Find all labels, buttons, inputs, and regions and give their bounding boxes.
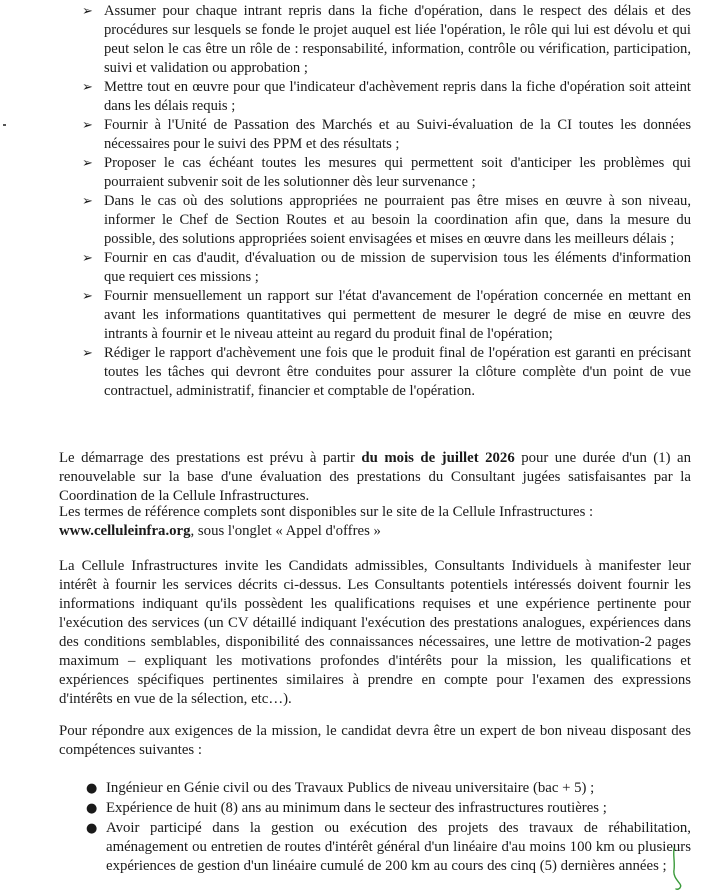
task-item — [78, 249, 691, 287]
task-item — [78, 116, 691, 154]
competence-text: Ingénieur en Génie civil ou des Travaux Publics de niveau universitaire (bac + 5) ; — [106, 780, 595, 796]
arrow-bullet-icon: ➢ — [82, 4, 93, 19]
arrow-bullet-icon: ➢ — [82, 118, 93, 133]
tasks-list — [78, 2, 691, 401]
task-item — [78, 154, 691, 192]
round-bullet-icon: ● — [86, 781, 98, 796]
arrow-bullet-icon: ➢ — [82, 80, 93, 95]
terms-after: , sous l'onglet « Appel d'offres » — [190, 523, 381, 539]
competence-item — [84, 799, 691, 818]
margin-tick-icon — [3, 124, 6, 126]
task-text: Assumer pour chaque intrant repris dans la fiche d'opération, dans le respect des délais et des procédures sur lesquels se fonde le projet auquel est liée l'opération, le rôle qui lui est dévolu et qui peut selon le cas être un rôle de : responsabilité, information, contrôle ou vérification, participation, suivi et validation ou approbation ; — [104, 3, 691, 76]
arrow-bullet-icon: ➢ — [82, 346, 93, 361]
round-bullet-icon: ● — [86, 821, 98, 836]
task-text: Fournir à l'Unité de Passation des Marchés et au Suivi-évaluation de la CI toutes les données nécessaires pour le suivi des PPM et des résultats ; — [104, 117, 691, 152]
task-text: Fournir en cas d'audit, d'évaluation ou de mission de supervision tous les éléments d'information que requiert ces missions ; — [104, 250, 691, 285]
task-item — [78, 2, 691, 78]
task-item — [78, 192, 691, 249]
competence-item — [84, 779, 691, 798]
handwritten-tick-icon — [668, 846, 686, 892]
competence-text: Avoir participé dans la gestion ou exécution des projets des travaux de réhabilitation, aménagement ou entretien de routes d'intérêt général d'un linéaire d'au moins 100 km ou plusieurs expériences de gestion d'un linéaire cumulé de 200 km au cours des cinq (5) dernières années ; — [106, 820, 691, 874]
task-item — [78, 287, 691, 344]
competence-text: Expérience de huit (8) ans au minimum dans le secteur des infrastructures routières ; — [106, 800, 607, 816]
arrow-bullet-icon: ➢ — [82, 289, 93, 304]
task-text: Dans le cas où des solutions appropriées ne pourraient pas être mises en œuvre à son niveau, informer le Chef de Section Routes et au besoin la coordination afin que, dans la mesure du possible, des solutions appropriées soient envisagées et mises en œuvre dans les meilleurs délais ; — [104, 193, 691, 247]
terms-text: Les termes de référence complets sont disponibles sur le site de la Cellule Infrastructures : — [59, 504, 594, 520]
requirements-intro: Pour répondre aux exigences de la mission, le candidat devra être un expert de bon niveau disposant des compétences suivantes : — [59, 723, 691, 758]
task-text: Fournir mensuellement un rapport sur l'état d'avancement de l'opération concernée en mettant en avant les informations quantitatives qui permettent de mesurer le degré de mise en œuvre des intrants à fournir et le niveau atteint au regard du produit final de l'opération; — [104, 288, 691, 342]
task-text: Mettre tout en œuvre pour que l'indicateur d'achèvement repris dans la fiche d'opération soit atteint dans les délais requis ; — [104, 79, 691, 114]
competences-list — [84, 779, 691, 876]
round-bullet-icon: ● — [86, 801, 98, 816]
task-text: Rédiger le rapport d'achèvement une fois que le produit final de l'opération est garanti en précisant toutes les tâches qui devront être conduites pour assurer la clôture complète d'un point de vue contractuel, administratif, financier et comptable de l'opération. — [104, 345, 691, 399]
competence-item — [84, 819, 691, 876]
website-link[interactable]: www.celluleinfra.org — [59, 523, 191, 539]
arrow-bullet-icon: ➢ — [82, 156, 93, 171]
arrow-bullet-icon: ➢ — [82, 251, 93, 266]
start-paragraph — [59, 449, 691, 506]
terms-paragraph — [59, 503, 691, 541]
start-text-after: pour une durée d'un (1) an renouvelable sur la base d'une évaluation des prestations du Consultant jugées satisfaisantes par la Coordination de la Cellule Infrastructures. — [59, 450, 692, 504]
task-text: Proposer le cas échéant toutes les mesures qui permettent soit d'anticiper les problèmes qui pourraient subvenir soit de les solutionner dès leur survenance ; — [104, 155, 691, 190]
invitation-paragraph: La Cellule Infrastructures invite les Candidats admissibles, Consultants Individuels à manifester leur intérêt à fournir les services décrits ci-dessus. Les Consultants potentiels intéressés doivent fournir les informations indiquant qu'ils possèdent les qualifications requises et une expérience pertinente pour l'exécution des services (un CV détaillé indiquant l'exécution des prestations analogues, expériences dans des conditions semblables, disponibilité des connaissances nécessaires, une lettre de motivation-2 pages maximum – expliquant les motivations profondes d'intérêts pour la mission, les qualifications et expériences spécifiques pertinentes similaires à prendre en compte pour l'examen des expressions d'intérêts en vue de la sélection, etc…). — [59, 558, 691, 707]
task-item — [78, 344, 691, 401]
start-date: du mois de juillet 2026 — [361, 450, 515, 466]
task-item — [78, 78, 691, 116]
arrow-bullet-icon: ➢ — [82, 194, 93, 209]
start-text-before: Le démarrage des prestations est prévu à partir — [59, 450, 362, 466]
